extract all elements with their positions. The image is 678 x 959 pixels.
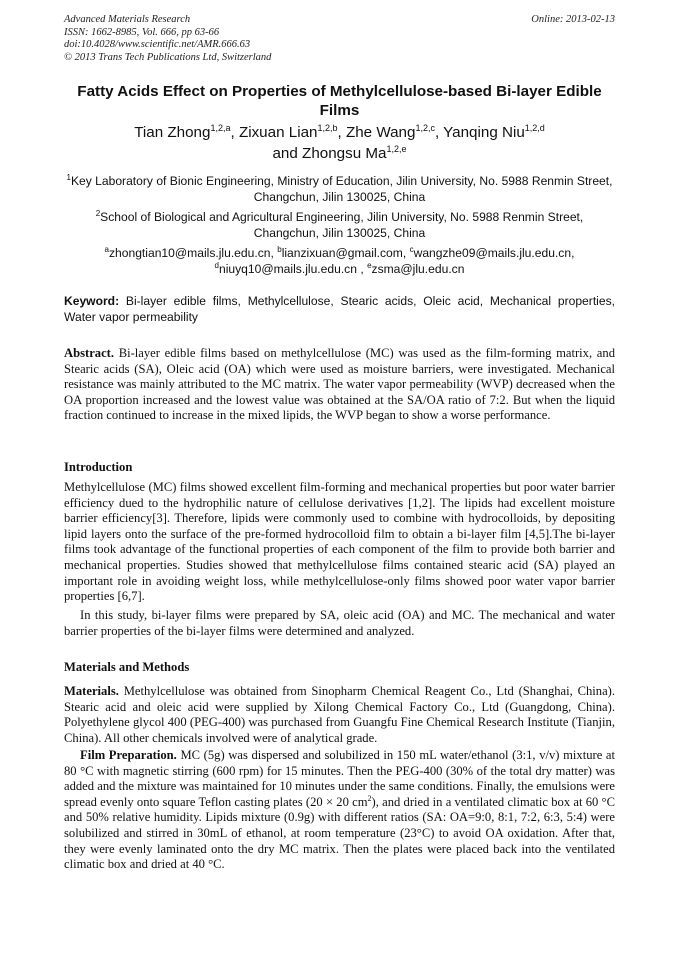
email-sup: b — [277, 245, 282, 254]
author-line-2 — [64, 143, 615, 164]
affiliation-1 — [64, 174, 615, 205]
author-sup: 1,2,c — [415, 123, 435, 133]
author-line-1 — [64, 122, 615, 143]
email-separator: , — [571, 246, 575, 260]
introduction-paragraph-2: In this study, bi-layer films were prepared by SA, oleic acid (OA) and MC. The mechanical and water barrier properties of the bi-layer films were determined and analyzed. — [64, 608, 615, 638]
author-list — [64, 122, 615, 164]
author-name: Yanqing Niu — [443, 124, 525, 141]
email-separator: , — [402, 246, 410, 260]
affiliation-text: Key Laboratory of Bionic Engineering, Ministry of Education, Jilin University, No. 5988 Renmin Street, Changchun, Jilin 130025, China — [70, 174, 613, 204]
email-sup: d — [214, 260, 219, 270]
affiliation-text: School of Biological and Agricultural Engineering, Jilin University, No. 5988 Renmin Street, Changchun, Jilin 130025, China — [100, 210, 584, 240]
online-date: Online: 2013-02-13 — [531, 14, 615, 25]
journal-header — [64, 14, 615, 64]
film-preparation-label: Film Preparation. — [80, 748, 177, 762]
journal-name: Advanced Materials Research — [64, 14, 191, 25]
abstract — [64, 346, 615, 424]
email-link[interactable]: lianzixuan@gmail.com — [281, 246, 403, 260]
affiliation-2 — [64, 210, 615, 241]
affiliation-sup: 1 — [66, 173, 71, 182]
author-separator: , — [230, 124, 239, 141]
email-separator: , — [356, 261, 368, 276]
email-separator: , — [270, 246, 278, 260]
keywords-text: Bi-layer edible films, Methylcellulose, Stearic acids, Oleic acid, Mechanical properties, Water vapor permeability — [64, 294, 615, 324]
author-and: and — [272, 145, 303, 162]
email-link[interactable]: wangzhe09@mails.jlu.edu.cn — [413, 246, 572, 260]
introduction-heading: Introduction — [64, 460, 133, 474]
author-sup: 1,2,d — [524, 123, 545, 133]
email-link[interactable]: zhongtian10@mails.jlu.edu.cn — [108, 246, 271, 260]
superscript-2: 2 — [367, 793, 372, 803]
email-sup: e — [367, 260, 372, 270]
keywords — [64, 294, 615, 325]
materials-label: Materials. — [64, 684, 119, 698]
introduction-paragraph-1: Methylcellulose (MC) films showed excellent film-forming and mechanical properties but poor water barrier efficiency dued to the hydrophilic nature of cellulose derivatives [1,2]. The lipids had excellent moisture barrier efficiency[3]. Therefore, lipids were commonly used to combine with hydrocolloids, by depositing lipid layers onto the surface of the pre-formed hydrocolloid film to obtain a bi-layer film [4,5].The bi-layer films took advantage of the functional properties of each component of the film to provide both barrier and mechanical properties. Studies showed that methylcellulose films contained stearic acid (SA) played an important role in avoiding weight loss, while methylcellulose-only films showed poor water vapor barrier properties [6,7]. — [64, 480, 615, 604]
author-name: Zhe Wang — [345, 124, 416, 141]
author-name: Zhongsu Ma — [302, 145, 387, 162]
materials-text: Methylcellulose was obtained from Sinopharm Chemical Reagent Co., Ltd (Shanghai, China). Stearic acid and oleic acid were supplied by Xilong Chemical Factory Co., Ltd (Guangdong, China). Polyethylene glycol 400 (PEG-400) was purchased from Guangfu Fine Chemical Research Institute (Tianjin, China). All other chemicals involved were of analytical grade. — [64, 684, 616, 745]
keywords-label: Keyword: — [64, 294, 120, 308]
author-name: Tian Zhong — [134, 124, 211, 141]
film-preparation-text-b: ), and dried in a ventilated climatic box at 60 °C and 50% relative humidity. Lipids mixture (0.9g) with different ratios (SA: OA=9:0, 8:1, 7:2, 6:3, 5:4) were solubilized and stirred in 30mL of ethanol, at room temperature (23°C) to avoid OA oxidation. After that, they were evenly laminated onto the dry MC matrix. Then the plates were placed back into the ventilated climatic box and dried at 40 °C. — [64, 794, 615, 872]
author-sup: 1,2,b — [317, 123, 338, 133]
author-separator: , — [337, 124, 346, 141]
abstract-label: Abstract. — [64, 346, 115, 360]
film-preparation-paragraph — [64, 748, 615, 873]
copyright: © 2013 Trans Tech Publications Ltd, Switzerland — [64, 51, 272, 63]
email-line-2 — [64, 262, 615, 278]
email-line-1 — [64, 246, 615, 262]
paper-title: Fatty Acids Effect on Properties of Methylcellulose-based Bi-layer Edible Films — [77, 83, 602, 119]
email-sup: a — [104, 245, 109, 254]
author-separator: , — [434, 124, 444, 141]
abstract-text: Bi-layer edible films based on methylcellulose (MC) was used as the film-forming matrix, and Stearic acids (SA), Oleic acid (OA) which were used as moisture barriers, were investigated. Mechanical resistance was mainly attributed to the MC matrix. The water vapor permeability (WVP) decreased when the OA proportion increased and the lowest value was obtained at the SA/OA ratio of 7:2. But when the liquid fraction continued to increase in the mixed lipids, the WVP began to show a worse performance. — [64, 346, 615, 423]
email-sup: c — [409, 245, 414, 254]
author-name: Zixuan Lian — [238, 124, 318, 141]
film-preparation-text-a: MC (5g) was dispersed and solubilized in 150 mL water/ethanol (3:1, v/v) mixture at 80 °C with magnetic stirring (600 rpm) for 15 minutes. Then the PEG-400 (30% of the total dry matter) was added and the mixture was maintained for 10 minutes under the same conditions. Finally, the emulsions were spread evenly onto square Teflon casting plates (20 × 20 cm — [64, 748, 615, 809]
affiliation-sup: 2 — [95, 209, 101, 218]
doi: doi:10.4028/www.scientific.net/AMR.666.63 — [64, 39, 251, 50]
issn: ISSN: 1662-8985, Vol. 666, pp 63-66 — [64, 26, 220, 38]
author-sup: 1,2,a — [210, 123, 231, 133]
author-sup: 1,2,e — [386, 144, 407, 154]
email-list — [64, 246, 615, 277]
email-link[interactable]: niuyq10@mails.jlu.edu.cn — [218, 261, 357, 276]
email-link[interactable]: zsma@jlu.edu.cn — [371, 261, 465, 276]
materials-paragraph — [64, 684, 615, 746]
methods-heading: Materials and Methods — [64, 660, 190, 674]
